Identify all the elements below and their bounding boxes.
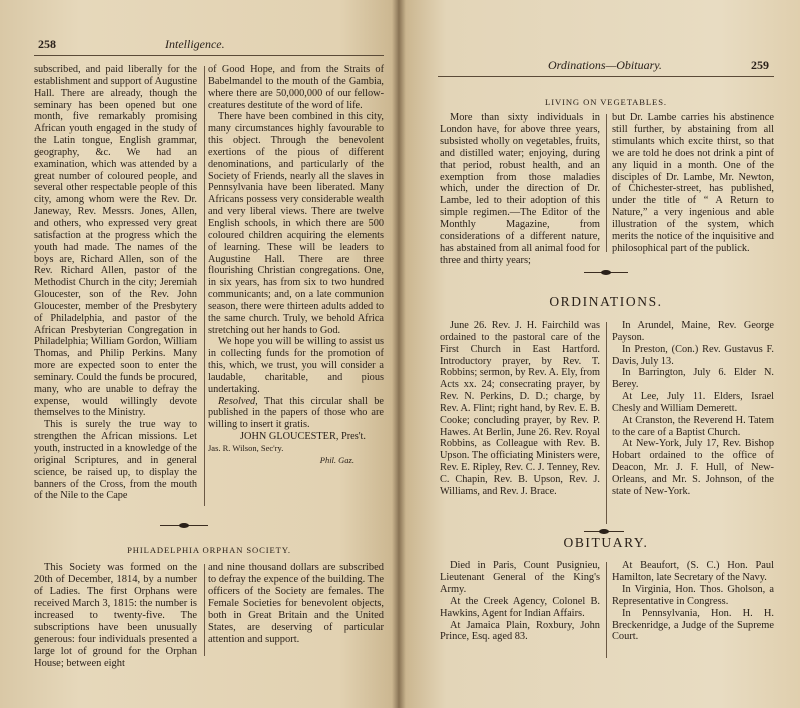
ordination-entry: At Cranston, the Reverend H. Tatem to the care of a Baptist Church. <box>612 414 774 438</box>
living-col-1 <box>440 112 600 267</box>
ordination-entry: In Preston, (Con.) Rev. Gustavus F. Davis, July 13. <box>612 343 774 367</box>
ordinations-col-2 <box>612 320 774 498</box>
ordination-entry: June 26. Rev. J. H. Fairchild was ordained to the pastoral care of the First Church in East Hartford. Introductory prayer, by Rev. T. Robbins; sermon, by Rev. A. Ely, from Acts xx. 24; consecrating prayer, by Rev. N. Perkins, D. D.; charge, by Rev. A. Flint; right hand, by Rev. E. B. Cooke; concluding prayer, by Rev. P. Hawes. At Berlin, June 26. Rev. Royal Robbins, as Colleague with Rev. B. Upson. The officiating Ministers were, Rev. E. Ripley, Rev. C. J. Tenney, Rev. C. Chapin, Rev. B. Upson, Rev. J. Williams, and Rev. J. Brace. <box>440 320 600 497</box>
living-paragraph-1: More than sixty individuals in London have, for above three years, subsisted wholly on vegetables, fruits, and distilled water; enjoying, during that period, robust health, and an exemption from those maladies which, under the direction of Dr. Lambe, led to their adoption of this simple regimen.—The Editor of the Monthly Magazine, from considerations of a different nature, has abstained from all animal food for three and thirty years; <box>440 112 600 266</box>
ordination-entry: In Barrington, July 6. Elder N. Berey. <box>612 367 774 391</box>
col2-paragraph-1: of Good Hope, and from the Straits of Babelmandel to the mouth of the Gambia, where there are 50,000,000 of our fellow-creatures destitute of the word of life. <box>208 64 384 111</box>
ordination-entry: At Lee, July 11. Elders, Israel Chesly and William Demerett. <box>612 391 774 414</box>
obituary-column-divider <box>606 562 607 658</box>
col1-paragraph-2: This is surely the true way to strengthen the African missions. Let youth, instructed in a knowledge of the original Scriptures, and in general science, be raised up, to display the banners of the Cross, from the mouth of the Nile to the Cape <box>34 419 197 502</box>
book-gutter <box>392 0 406 708</box>
living-column-divider <box>606 114 607 252</box>
orphan-society-heading: PHILADELPHIA ORPHAN SOCIETY. <box>127 545 291 555</box>
left-running-title: Intelligence. <box>165 37 225 51</box>
col2-paragraph-2: There have been combined in this city, many circumstances highly favourable to this object. Through the benevolent exertions of the pious of different denominations, and particularly of the Society of Friends, nearly all the slaves in Pennsylvania have been liberated. Many Africans possess very considerable wealth and very liberal views. There are twelve English schools, in which there are 500 coloured children acquiring the elements of learning. These will be leaders to Augustine Hall. There are three flourishing Christian congregations. One, in six years, has from six to two hundred communicants; and, on a late communion season, there were thirteen adults added to the same church. Truly, we behold Africa stretching out her hands to God. <box>208 111 384 336</box>
signature-secretary: Jas. R. Wilson, Sec'ry. <box>208 443 284 453</box>
living-on-vegetables-heading: LIVING ON VEGETABLES. <box>545 97 667 107</box>
ordination-entry: At New-York, July 17, Rev. Bishop Hobart ordained to the office of Deacon, Mr. J. F. Hull, of New-Orleans, and Mr. S. Johnson, of the state of New-York. <box>612 438 774 497</box>
left-column-divider <box>204 66 205 506</box>
obituary-heading: OBITUARY. <box>563 535 649 550</box>
ordinations-column-divider <box>606 322 607 524</box>
left-col-1 <box>34 64 197 502</box>
left-header-rule <box>34 55 384 56</box>
obituary-col-2 <box>612 560 774 643</box>
signature-president: JOHN GLOUCESTER, Pres't. <box>240 431 366 443</box>
left-folio: 258 <box>38 37 56 51</box>
right-header-rule <box>438 76 774 77</box>
orphan-paragraph-1: This Society was formed on the 20th of December, 1814, by a number of Ladies. The first Orphans were received March 3, 1815: the number is increased to twenty-five. The subscriptions have been unusually generous: four individuals presented a large lot of ground for the Orphan House; between eight <box>34 562 197 669</box>
orphan-col-2 <box>208 562 384 646</box>
right-folio: 259 <box>751 58 769 72</box>
obituary-entry: In Virginia, Hon. Thos. Gholson, a Representative in Congress. <box>612 583 774 607</box>
right-page <box>398 0 800 708</box>
col2-paragraph-4: Resolved, That this circular shall be published in the papers of those who are willing to insert it gratis. <box>208 395 384 431</box>
left-col-2 <box>208 64 384 467</box>
obituary-entry: At the Creek Agency, Colonel B. Hawkins, Agent for Indian Affairs. <box>440 595 600 619</box>
left-ornament-divider <box>160 522 208 530</box>
right-ornament-divider-1 <box>584 269 628 277</box>
living-paragraph-2: but Dr. Lambe carries his abstinence still further, by abstaining from all stimulants which excite thirst, so that we are told he does not drink a pint of any liquid in a month. One of the disciples of Dr. Lambe, Mr. Newton, of Chichester-street, has published, under the title of “ A Return to Nature,” a very ingenious and able illustration of the system, which merits the notice of the inquisitive and philosophical part of the publick. <box>612 112 774 254</box>
living-col-2 <box>612 112 774 255</box>
ordination-entry: In Arundel, Maine, Rev. George Payson. <box>612 320 774 343</box>
signature-source: Phil. Gaz. <box>319 454 354 465</box>
orphan-paragraph-2: and nine thousand dollars are subscribed to defray the expence of the building. The officers of the Society are females. The Female Societies for benevolent objects, both in Great Britain and the United States, are deserving of particular attention and support. <box>208 562 384 645</box>
orphan-column-divider <box>204 564 205 656</box>
obituary-entry: In Pennsylvania, Hon. H. H. Breckenridge, a Judge of the Supreme Court. <box>612 607 774 643</box>
col2-paragraph-3: We hope you will be willing to assist us in collecting funds for the promotion of this, which, we trust, you will consider a laudable, charitable, and pious undertaking. <box>208 336 384 395</box>
obituary-entry: At Beaufort, (S. C.) Hon. Paul Hamilton, late Secretary of the Navy. <box>612 560 774 583</box>
ordinations-col-1 <box>440 320 600 498</box>
ordinations-heading: ORDINATIONS. <box>549 294 663 309</box>
obituary-entry: Died in Paris, Count Pusignieu, Lieutenant General of the King's Army. <box>440 560 600 595</box>
orphan-col-1 <box>34 562 197 670</box>
obituary-col-1 <box>440 560 600 643</box>
right-running-title: Ordinations—Obituary. <box>548 58 662 72</box>
left-page <box>0 0 398 708</box>
obituary-entry: At Jamaica Plain, Roxbury, John Prince, Esq. aged 83. <box>440 619 600 643</box>
col1-paragraph: subscribed, and paid liberally for the establishment and support of Augustine Hall. There are already, though the seminary has been opened but one month, five remarkably promising African youth engaged in the study of the Latin tongue, English grammar, geography, &c. We had an examination, which was attended by a great number of coloured people, and several other respectable people of this city, among whom were the Rev. Dr. Janeway, Rev. Messrs. Jones, Allen, and others, who expressed very great satisfaction at the progress which the youth had made. The names of the boys are, Richard Allen, son of the Rev. Richard Allen, pastor of the Methodist Church in the city; Jeremiah Gloucester, son of the Rev. John Gloucester, member of the Presbytery of Philadelphia, and pastor of the African Presbyterian Congregation in Philadelphia; William Gordon, William Thomas, and Philip Perkins. Many more are expected soon to enter the seminary. Could the funds be procured, many, who are unable to defray the expense, would willingly devote themselves to the Ministry. <box>34 64 198 419</box>
